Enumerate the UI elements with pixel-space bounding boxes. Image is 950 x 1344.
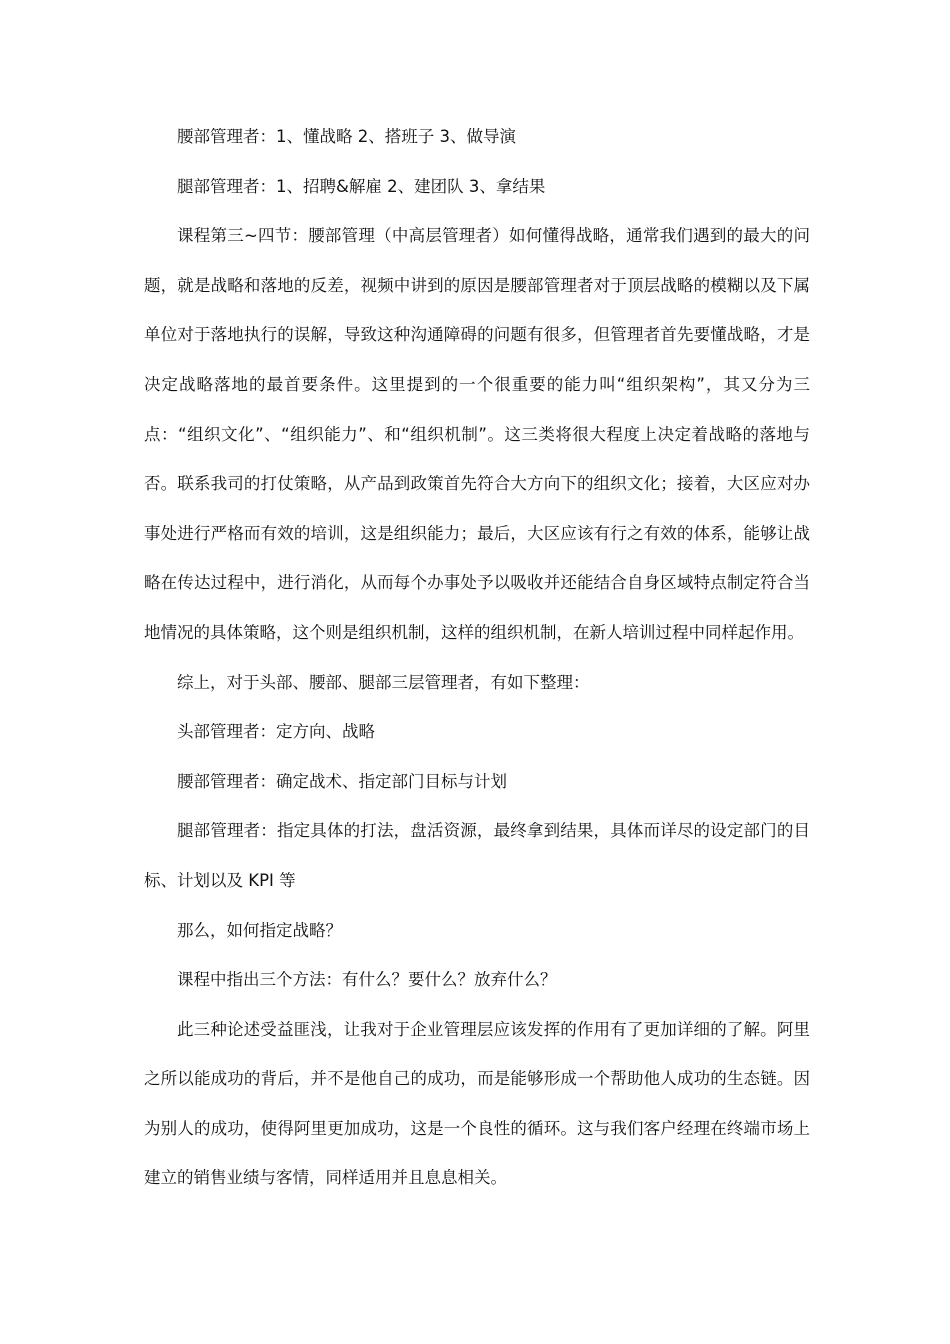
paragraph-conclusion: 此三种论述受益匪浅，让我对于企业管理层应该发挥的作用有了更加详细的了解。阿里之所以能成功的背后，并不是他自己的成功，而是能够形成一个帮助他人成功的生态链。因为别人的成功，使得阿里更加成功，这是一个良性的循环。这与我们客户经理在终端市场上建立的销售业绩与客情，同样适用并且息息相关。 [144,1019,810,1188]
paragraph-leg-manager: 腿部管理者：指定具体的打法，盘活资源，最终拿到结果，具体而详尽的设定部门的目标、计划以及 KPI 等 [144,821,810,890]
paragraph-question-strategy: 那么，如何指定战略？ [177,920,342,940]
paragraph-head-manager: 头部管理者：定方向、战略 [177,722,375,742]
paragraph-waist-manager: 腰部管理者：确定战术、指定部门目标与计划 [177,771,507,791]
document-body [144,112,810,1203]
paragraph-course-sections-3-4: 课程第三~四节：腰部管理（中高层管理者）如何懂得战略，通常我们遇到的最大的问题，就是战略和落地的反差，视频中讲到的原因是腰部管理者对于顶层战略的模糊以及下属单位对于落地执行的误解，导致这种沟通障碍的问题有很多，但管理者首先要懂战略，才是决定战略落地的最首要条件。这里提到的一个很重要的能力叫“组织架构”，其又分为三点：“组织文化”、“组织能力”、和“组织机制”。这三类将很大程度上决定着战略的落地与否。联系我司的打仗策略，从产品到政策首先符合大方向下的组织文化；接着，大区应对办事处进行严格而有效的培训，这是组织能力；最后，大区应该有行之有效的体系，能够让战略在传达过程中，进行消化，从而每个办事处予以吸收并还能结合自身区域特点制定符合当地情况的具体策略，这个则是组织机制，这样的组织机制，在新人培训过程中同样起作用。 [144,226,810,642]
paragraph-summary-intro: 综上，对于头部、腰部、腿部三层管理者，有如下整理： [177,672,590,692]
paragraph-waist-manager-duties: 腰部管理者：1、懂战略 2、搭班子 3、做导演 [177,127,516,146]
paragraph-three-methods: 课程中指出三个方法：有什么？要什么？放弃什么？ [177,970,557,990]
paragraph-leg-manager-duties: 腿部管理者：1、招聘&解雇 2、建团队 3、拿结果 [177,176,546,196]
